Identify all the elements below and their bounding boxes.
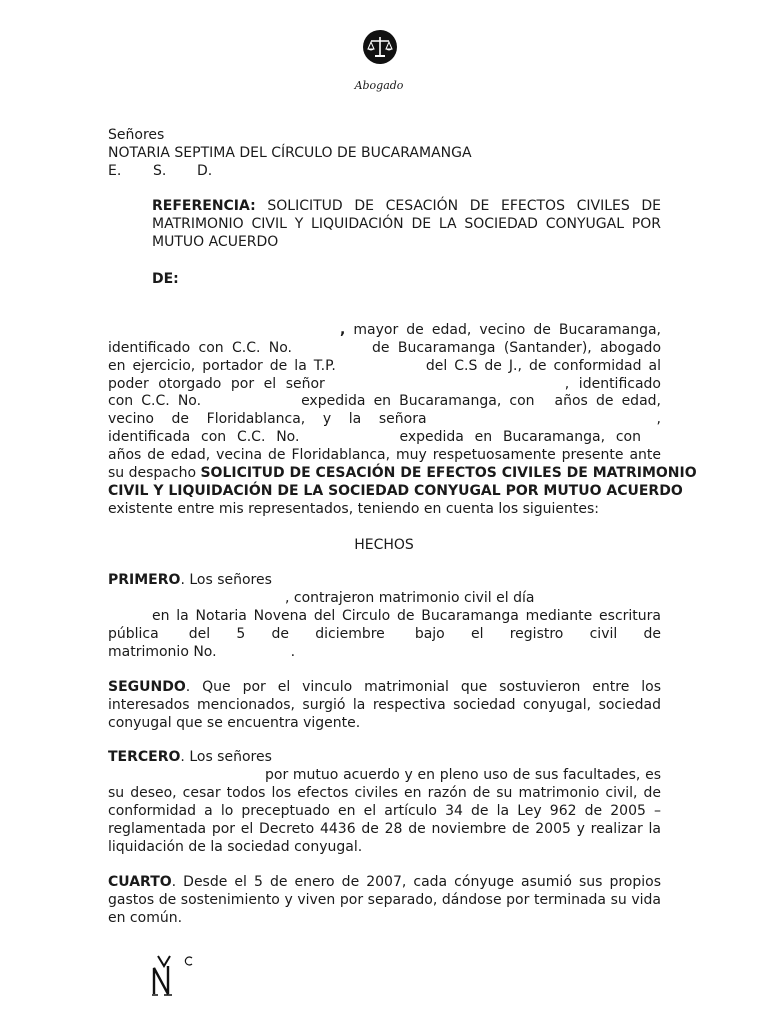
nyc-monogram-icon (150, 950, 198, 998)
primero-line-3: en la Notaria Novena del Circulo de Bucaramanga mediante escritura (152, 608, 661, 624)
reference-line-1: REFERENCIA: SOLICITUD DE CESACIÓN DE EFECTOS CIVILES DE (152, 198, 661, 214)
header-subtitle: Abogado (354, 79, 404, 92)
primero-line-1: PRIMERO. Los señores (108, 572, 272, 588)
tercero-line-3: su deseo, cesar todos los efectos civiles en razón de su matrimonio civil, de (108, 785, 661, 801)
esd-e: E. (108, 163, 122, 179)
intro-line-1: , mayor de edad, vecino de Bucaramanga, (340, 322, 662, 338)
esd-s: S. (153, 163, 167, 179)
primero-line-2: , contrajeron matrimonio civil el día (285, 590, 535, 606)
tercero-line-5: reglamentada por el Decreto 4436 de 28 de noviembre de 2005 y realizar la (108, 821, 661, 837)
tercero-line-4: conformidad a lo preceptuado en el artículo 34 de la Ley 962 de 2005 – (108, 803, 661, 819)
scales-of-justice-icon (362, 29, 398, 65)
reference-line-3: MUTUO ACUERDO (152, 234, 279, 250)
primero-line-4: pública del 5 de diciembre bajo el registro civil de (108, 626, 662, 642)
segundo-line-3: conyugal que se encuentra vigente. (108, 715, 361, 731)
intro-line-10: CIVIL Y LIQUIDACIÓN DE LA SOCIEDAD CONYUGAL POR MUTUO ACUERDO (108, 483, 683, 499)
segundo-line-2: interesados mencionados, surgió la respectiva sociedad conyugal, sociedad (108, 697, 661, 713)
intro-line-7: identificada con C.C. No. expedida en Bucaramanga, con (108, 429, 641, 445)
intro-line-5: con C.C. No. expedida en Bucaramanga, con años de edad, (108, 393, 661, 409)
tercero-line-1: TERCERO. Los señores (108, 749, 272, 765)
tercero-line-6: liquidación de la sociedad conyugal. (108, 839, 363, 855)
primero-line-5: matrimonio No. . (108, 644, 296, 660)
cuarto-line-3: en común. (108, 910, 183, 926)
tercero-line-2: por mutuo acuerdo y en pleno uso de sus facultades, es (265, 767, 661, 783)
esd-d: D. (197, 163, 213, 179)
cuarto-line-2: gastos de sostenimiento y viven por separado, dándose por terminada su vida (108, 892, 661, 908)
reference-line-2: MATRIMONIO CIVIL Y LIQUIDACIÓN DE LA SOCIEDAD CONYUGAL POR (152, 216, 661, 232)
intro-line-8: años de edad, vecina de Floridablanca, muy respetuosamente presente ante (108, 447, 661, 463)
intro-line-4: poder otorgado por el señor , identificado (108, 376, 661, 392)
intro-line-6: vecino de Floridablanca, y la señora , (108, 411, 661, 427)
hechos-title: HECHOS (354, 537, 414, 553)
salutation: Señores (108, 127, 165, 143)
intro-line-9: su despacho SOLICITUD DE CESACIÓN DE EFECTOS CIVILES DE MATRIMONIO (108, 465, 697, 481)
intro-line-11: existente entre mis representados, teniendo en cuenta los siguientes: (108, 501, 600, 517)
intro-line-2: identificado con C.C. No. de Bucaramanga (Santander), abogado (108, 340, 662, 356)
cuarto-line-1: CUARTO. Desde el 5 de enero de 2007, cada cónyuge asumió sus propios (108, 874, 661, 890)
recipient: NOTARIA SEPTIMA DEL CÍRCULO DE BUCARAMANGA (108, 145, 472, 161)
de-label: DE: (152, 271, 179, 287)
intro-line-3: en ejercicio, portador de la T.P. del C.S de J., de conformidad al (108, 358, 661, 374)
segundo-line-1: SEGUNDO. Que por el vinculo matrimonial que sostuvieron entre los (108, 679, 661, 695)
